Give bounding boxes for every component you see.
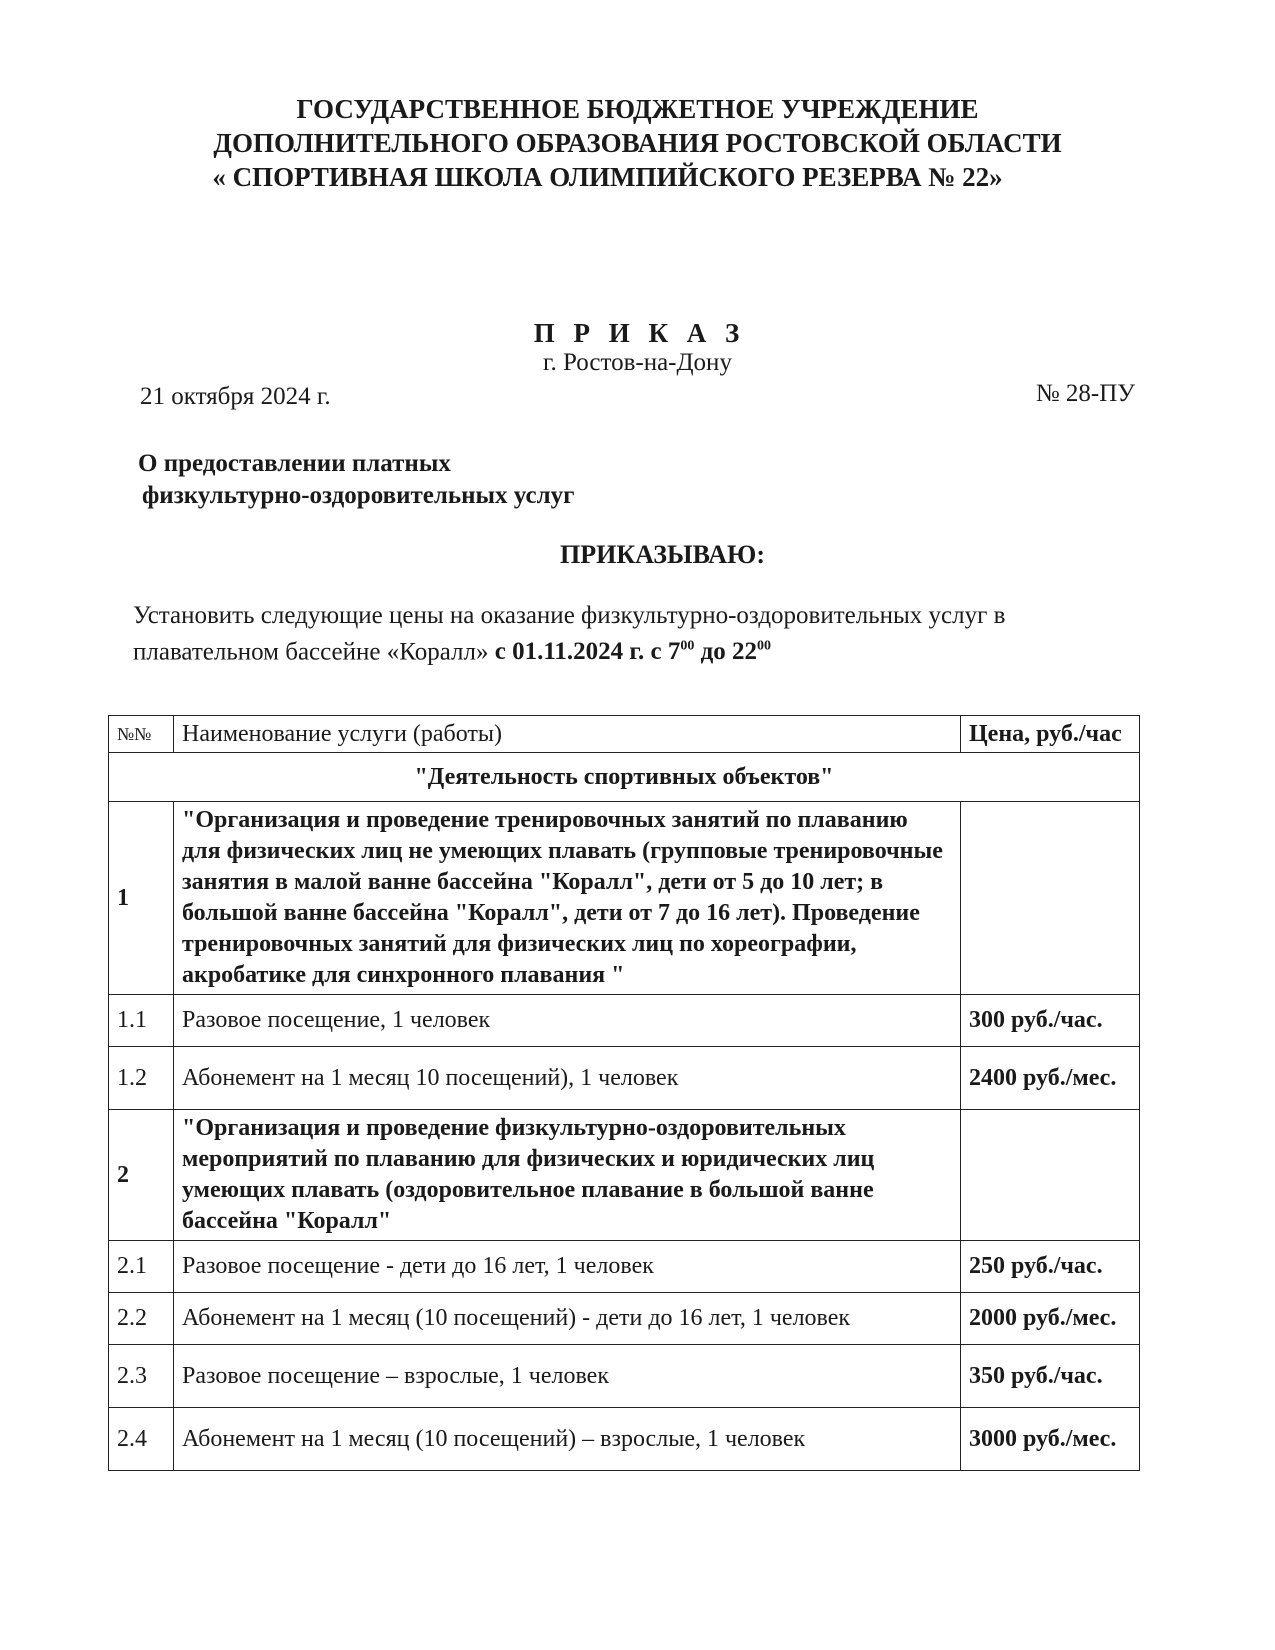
group-price-empty bbox=[961, 1110, 1140, 1241]
row-num: 2.1 bbox=[109, 1241, 174, 1293]
row-num: 1.1 bbox=[109, 995, 174, 1047]
row-service: Абонемент на 1 месяц 10 посещений), 1 человек bbox=[174, 1047, 961, 1110]
header-name: Наименование услуги (работы) bbox=[174, 716, 961, 753]
group-num: 1 bbox=[109, 802, 174, 995]
order-number: № 28-ПУ bbox=[1035, 380, 1135, 407]
intro-paragraph bbox=[133, 600, 1153, 667]
group-description: "Организация и проведение тренировочных занятий по плаванию для физических лиц не умеющих плавать (групповые тренировочные занятия в малой ванне бассейна "Коралл", дети от 5 до 10 лет; в большой ванне бассейна "Коралл", дети от 7 до 16 лет). Проведение тренировочных занятий для физических лиц по хореографии, акробатике для синхронного плавания " bbox=[174, 802, 961, 995]
row-price: 2400 руб./мес. bbox=[961, 1047, 1140, 1110]
row-price: 2000 руб./мес. bbox=[961, 1293, 1140, 1345]
table-header-row bbox=[109, 716, 1140, 753]
section-row bbox=[109, 753, 1140, 802]
row-num: 1.2 bbox=[109, 1047, 174, 1110]
order-subject bbox=[138, 448, 574, 512]
intro-effective-date: с 01.11.2024 г. с $7^{00}$ до $22^{00}$ bbox=[494, 638, 771, 666]
row-price: 3000 руб./мес. bbox=[961, 1408, 1140, 1471]
row-price: 250 руб./час. bbox=[961, 1241, 1140, 1293]
row-service: Разовое посещение, 1 человек bbox=[174, 995, 961, 1047]
header-line-2: ДОПОЛНИТЕЛЬНОГО ОБРАЗОВАНИЯ РОСТОВСКОЙ ОБЛАСТИ bbox=[213, 128, 1062, 158]
row-service: Разовое посещение - дети до 16 лет, 1 человек bbox=[174, 1241, 961, 1293]
price-table bbox=[108, 715, 1140, 1471]
order-city: г. Ростов-на-Дону bbox=[543, 349, 732, 376]
header-price: Цена, руб./час bbox=[961, 716, 1140, 753]
row-num: 2.2 bbox=[109, 1293, 174, 1345]
orders-heading: ПРИКАЗЫВАЮ: bbox=[560, 540, 765, 569]
row-num: 2.4 bbox=[109, 1408, 174, 1471]
intro-text: Установить следующие цены на оказание физкультурно-оздоровительных услуг в плавательном бассейне «Коралл» bbox=[133, 602, 1006, 666]
group-num: 2 bbox=[109, 1110, 174, 1241]
header-line-3: « СПОРТИВНАЯ ШКОЛА ОЛИМПИЙСКОГО РЕЗЕРВА № 22» bbox=[212, 162, 1003, 192]
table-row bbox=[109, 1345, 1140, 1408]
table-row bbox=[109, 995, 1140, 1047]
row-service: Разовое посещение – взрослые, 1 человек bbox=[174, 1345, 961, 1408]
row-num: 2.3 bbox=[109, 1345, 174, 1408]
subject-line-2: физкультурно-оздоровительных услуг bbox=[142, 482, 575, 509]
table-row bbox=[109, 1047, 1140, 1110]
group-price-empty bbox=[961, 802, 1140, 995]
group-description: "Организация и проведение физкультурно-оздоровительных мероприятий по плаванию для физических и юридических лиц умеющих плавать (оздоровительное плавание в большой ванне бассейна "Коралл" bbox=[174, 1110, 961, 1241]
group-row bbox=[109, 802, 1140, 995]
row-service: Абонемент на 1 месяц (10 посещений) – взрослые, 1 человек bbox=[174, 1408, 961, 1471]
order-title: П Р И К А З bbox=[533, 318, 746, 348]
header-num: №№ bbox=[109, 716, 174, 753]
table-row bbox=[109, 1408, 1140, 1471]
order-date: 21 октября 2024 г. bbox=[140, 383, 331, 410]
group-row bbox=[109, 1110, 1140, 1241]
row-service: Абонемент на 1 месяц (10 посещений) - дети до 16 лет, 1 человек bbox=[174, 1293, 961, 1345]
section-title: "Деятельность спортивных объектов" bbox=[109, 753, 1140, 802]
subject-line-1: О предоставлении платных bbox=[138, 450, 451, 477]
table-row bbox=[109, 1293, 1140, 1345]
row-price: 350 руб./час. bbox=[961, 1345, 1140, 1408]
header-line-1: ГОСУДАРСТВЕННОЕ БЮДЖЕТНОЕ УЧРЕЖДЕНИЕ bbox=[296, 94, 979, 124]
row-price: 300 руб./час. bbox=[961, 995, 1140, 1047]
table-row bbox=[109, 1241, 1140, 1293]
institution-header bbox=[0, 92, 1275, 194]
